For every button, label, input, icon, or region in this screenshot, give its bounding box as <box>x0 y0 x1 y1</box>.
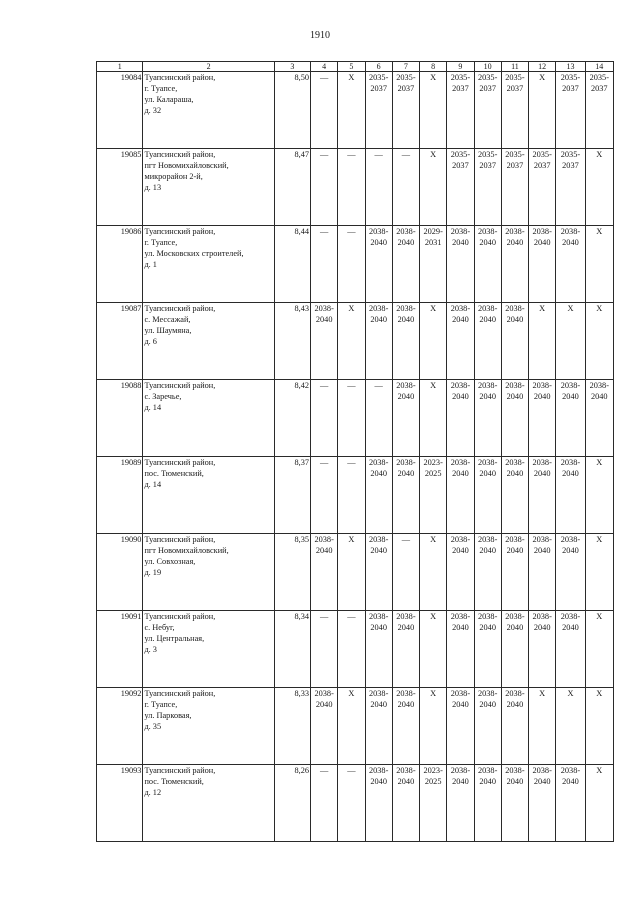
page-number: 1910 <box>310 30 330 41</box>
period-cell-col-5: — <box>338 380 365 457</box>
column-number-row <box>97 62 614 72</box>
period-cell-col-8: Х <box>420 380 447 457</box>
period-cell-col-13 <box>556 72 585 149</box>
period-cell-col-10 <box>474 226 501 303</box>
period-cell-col-11 <box>501 457 528 534</box>
period-value: 2038- 2040 <box>560 381 581 401</box>
period-cell-col-5: — <box>338 765 365 842</box>
address-cell <box>143 149 274 226</box>
period-cell-col-13 <box>556 765 585 842</box>
period-cell-col-6: — <box>365 149 392 226</box>
period-value: 2038- 2040 <box>477 766 498 786</box>
address-line: д. 14 <box>144 403 162 412</box>
record-id: 19089 <box>97 457 143 534</box>
period-cell-col-9 <box>447 380 474 457</box>
period-value: 2038- 2040 <box>314 535 334 555</box>
address-cell <box>143 688 274 765</box>
period-cell-col-9 <box>447 72 474 149</box>
period-value: 2038- 2040 <box>505 304 525 324</box>
period-cell-col-5: Х <box>338 534 365 611</box>
period-value: 2038- 2040 <box>368 612 389 632</box>
address-cell <box>143 534 274 611</box>
period-value: 2038- 2040 <box>396 227 416 247</box>
address-line: пгт Новомихайловский, <box>144 161 229 170</box>
period-cell-col-12 <box>529 226 556 303</box>
period-cell-col-11 <box>501 226 528 303</box>
address-line: г. Туапсе, <box>144 84 178 93</box>
period-value: 2038- 2040 <box>505 381 525 401</box>
period-cell-col-14: Х <box>585 534 613 611</box>
period-value: 2038- 2040 <box>532 458 552 478</box>
period-value: 2035- 2037 <box>477 150 498 170</box>
period-cell-col-5: — <box>338 226 365 303</box>
column-number-10: 10 <box>474 62 501 72</box>
period-cell-col-11 <box>501 303 528 380</box>
address-line: Туапсинский район, <box>144 535 216 544</box>
period-cell-col-8: Х <box>420 534 447 611</box>
period-value: 2035- 2037 <box>505 73 525 93</box>
period-value: 2038- 2040 <box>396 458 416 478</box>
period-value: 2038- 2040 <box>505 458 525 478</box>
period-cell-col-7: — <box>392 149 419 226</box>
period-value: 2038- 2040 <box>560 612 581 632</box>
period-cell-col-13 <box>556 457 585 534</box>
address-cell <box>143 765 274 842</box>
table-row <box>97 534 614 611</box>
period-cell-col-11 <box>501 611 528 688</box>
period-value: 2038- 2040 <box>477 689 498 709</box>
period-cell-col-10 <box>474 380 501 457</box>
address-line: д. 32 <box>144 106 162 115</box>
period-cell-col-14: Х <box>585 226 613 303</box>
table-row <box>97 72 614 149</box>
period-value: 2038- 2040 <box>368 766 389 786</box>
period-value: 2038- 2040 <box>505 535 525 555</box>
period-cell-col-4: — <box>311 149 338 226</box>
period-cell-col-11 <box>501 72 528 149</box>
period-cell-col-14: Х <box>585 303 613 380</box>
period-cell-col-7 <box>392 380 419 457</box>
table-row <box>97 380 614 457</box>
table-row <box>97 303 614 380</box>
period-value: 2035- 2037 <box>560 73 581 93</box>
period-cell-col-14 <box>585 72 613 149</box>
address-line: д. 12 <box>144 788 162 797</box>
rating-value: 8,33 <box>274 688 310 765</box>
table-row <box>97 688 614 765</box>
table-row <box>97 611 614 688</box>
period-cell-col-13 <box>556 611 585 688</box>
period-cell-col-10 <box>474 457 501 534</box>
period-cell-col-6 <box>365 534 392 611</box>
period-cell-col-4 <box>311 303 338 380</box>
address-line: микрорайон 2-й, <box>144 172 203 181</box>
period-value: 2035- 2037 <box>477 73 498 93</box>
period-value: 2038- 2040 <box>505 689 525 709</box>
period-value: 2038- 2040 <box>396 304 416 324</box>
period-value: 2038- 2040 <box>450 535 471 555</box>
period-cell-col-7 <box>392 226 419 303</box>
address-cell <box>143 226 274 303</box>
period-value: 2038- 2040 <box>560 535 581 555</box>
address-line: ул. Центральная, <box>144 634 205 643</box>
address-line: ул. Московских строителей, <box>144 249 244 258</box>
address-line: г. Туапсе, <box>144 700 178 709</box>
address-cell <box>143 303 274 380</box>
period-cell-col-6 <box>365 688 392 765</box>
period-cell-col-7 <box>392 72 419 149</box>
period-cell-col-8: Х <box>420 303 447 380</box>
period-value: 2038- 2040 <box>505 227 525 247</box>
record-id: 19084 <box>97 72 143 149</box>
period-cell-col-13 <box>556 380 585 457</box>
period-cell-col-8: Х <box>420 149 447 226</box>
column-number-14: 14 <box>585 62 613 72</box>
period-cell-col-10 <box>474 149 501 226</box>
address-line: д. 19 <box>144 568 162 577</box>
period-cell-col-9 <box>447 149 474 226</box>
address-cell <box>143 380 274 457</box>
period-value: 2023- 2025 <box>423 766 443 786</box>
period-value: 2038- 2040 <box>368 458 389 478</box>
period-value: 2035- 2037 <box>532 150 552 170</box>
rating-value: 8,43 <box>274 303 310 380</box>
period-cell-col-12: Х <box>529 688 556 765</box>
period-cell-col-12 <box>529 149 556 226</box>
period-cell-col-9 <box>447 534 474 611</box>
address-line: пос. Тюменский, <box>144 777 204 786</box>
period-cell-col-5: Х <box>338 688 365 765</box>
record-id: 19092 <box>97 688 143 765</box>
address-line: пос. Тюменский, <box>144 469 204 478</box>
period-value: 2038- 2040 <box>560 227 581 247</box>
period-value: 2038- 2040 <box>477 304 498 324</box>
rating-value: 8,35 <box>274 534 310 611</box>
period-value: 2038- 2040 <box>532 612 552 632</box>
column-number-11: 11 <box>501 62 528 72</box>
period-cell-col-12 <box>529 534 556 611</box>
period-value: 2029- 2031 <box>423 227 443 247</box>
period-value: 2038- 2040 <box>368 689 389 709</box>
address-line: д. 1 <box>144 260 157 269</box>
period-value: 2035- 2037 <box>450 150 471 170</box>
period-value: 2038- 2040 <box>396 381 416 401</box>
period-cell-col-7: — <box>392 534 419 611</box>
column-number-7: 7 <box>392 62 419 72</box>
column-number-4: 4 <box>311 62 338 72</box>
period-value: 2038- 2040 <box>532 381 552 401</box>
period-cell-col-12: Х <box>529 72 556 149</box>
column-number-5: 5 <box>338 62 365 72</box>
period-value: 2038- 2040 <box>505 766 525 786</box>
address-line: Туапсинский район, <box>144 304 216 313</box>
rating-value: 8,34 <box>274 611 310 688</box>
period-cell-col-6 <box>365 765 392 842</box>
period-cell-col-14: Х <box>585 688 613 765</box>
address-line: ул. Совхозная, <box>144 557 196 566</box>
record-id: 19085 <box>97 149 143 226</box>
period-value: 2035- 2037 <box>589 73 609 93</box>
column-number-2: 2 <box>143 62 274 72</box>
record-id: 19093 <box>97 765 143 842</box>
period-cell-col-10 <box>474 688 501 765</box>
period-value: 2035- 2037 <box>560 150 581 170</box>
address-line: г. Туапсе, <box>144 238 178 247</box>
rating-value: 8,42 <box>274 380 310 457</box>
period-value: 2038- 2040 <box>314 304 334 324</box>
period-cell-col-10 <box>474 534 501 611</box>
period-value: 2038- 2040 <box>477 535 498 555</box>
period-cell-col-4: — <box>311 765 338 842</box>
address-line: ул. Парковая, <box>144 711 192 720</box>
period-value: 2023- 2025 <box>423 458 443 478</box>
period-cell-col-13 <box>556 226 585 303</box>
record-id: 19090 <box>97 534 143 611</box>
period-cell-col-7 <box>392 303 419 380</box>
period-value: 2038- 2040 <box>450 689 471 709</box>
record-id: 19086 <box>97 226 143 303</box>
period-cell-col-11 <box>501 688 528 765</box>
period-cell-col-4: — <box>311 72 338 149</box>
period-cell-col-9 <box>447 226 474 303</box>
period-value: 2038- 2040 <box>532 227 552 247</box>
period-value: 2038- 2040 <box>450 612 471 632</box>
period-value: 2038- 2040 <box>450 381 471 401</box>
period-cell-col-6 <box>365 72 392 149</box>
period-cell-col-14: Х <box>585 765 613 842</box>
period-cell-col-12 <box>529 457 556 534</box>
address-line: д. 3 <box>144 645 157 654</box>
address-line: с. Заречье, <box>144 392 182 401</box>
period-cell-col-6: — <box>365 380 392 457</box>
period-value: 2038- 2040 <box>505 612 525 632</box>
period-value: 2038- 2040 <box>532 766 552 786</box>
period-value: 2038- 2040 <box>450 766 471 786</box>
period-cell-col-8 <box>420 457 447 534</box>
period-value: 2038- 2040 <box>477 612 498 632</box>
period-cell-col-5: Х <box>338 303 365 380</box>
address-line: с. Мессажай, <box>144 315 191 324</box>
period-cell-col-5: Х <box>338 72 365 149</box>
period-cell-col-4: — <box>311 380 338 457</box>
column-number-8: 8 <box>420 62 447 72</box>
record-id: 19091 <box>97 611 143 688</box>
period-cell-col-14: Х <box>585 149 613 226</box>
address-line: ул. Калараша, <box>144 95 194 104</box>
rating-value: 8,37 <box>274 457 310 534</box>
column-number-12: 12 <box>529 62 556 72</box>
period-value: 2038- 2040 <box>560 766 581 786</box>
period-cell-col-13 <box>556 534 585 611</box>
address-line: д. 6 <box>144 337 157 346</box>
period-cell-col-11 <box>501 765 528 842</box>
period-value: 2038- 2040 <box>450 458 471 478</box>
period-cell-col-8: Х <box>420 611 447 688</box>
address-cell <box>143 457 274 534</box>
column-number-13: 13 <box>556 62 585 72</box>
table-row <box>97 765 614 842</box>
period-cell-col-8 <box>420 226 447 303</box>
period-cell-col-12 <box>529 380 556 457</box>
period-cell-col-14 <box>585 380 613 457</box>
address-line: Туапсинский район, <box>144 150 216 159</box>
period-value: 2038- 2040 <box>396 766 416 786</box>
period-cell-col-9 <box>447 303 474 380</box>
period-cell-col-7 <box>392 688 419 765</box>
period-cell-col-7 <box>392 457 419 534</box>
period-cell-col-12 <box>529 765 556 842</box>
period-cell-col-9 <box>447 611 474 688</box>
period-value: 2038- 2040 <box>314 689 334 709</box>
table-row <box>97 149 614 226</box>
record-id: 19088 <box>97 380 143 457</box>
rating-value: 8,47 <box>274 149 310 226</box>
period-cell-col-4: — <box>311 457 338 534</box>
period-cell-col-11 <box>501 534 528 611</box>
address-cell <box>143 611 274 688</box>
record-id: 19087 <box>97 303 143 380</box>
period-value: 2035- 2037 <box>450 73 471 93</box>
period-cell-col-6 <box>365 611 392 688</box>
period-value: 2038- 2040 <box>477 227 498 247</box>
rating-value: 8,44 <box>274 226 310 303</box>
period-cell-col-6 <box>365 303 392 380</box>
period-cell-col-9 <box>447 765 474 842</box>
period-cell-col-6 <box>365 457 392 534</box>
period-cell-col-14: Х <box>585 611 613 688</box>
period-cell-col-6 <box>365 226 392 303</box>
period-value: 2038- 2040 <box>450 304 471 324</box>
period-value: 2038- 2040 <box>368 535 389 555</box>
period-cell-col-5: — <box>338 611 365 688</box>
period-cell-col-12 <box>529 611 556 688</box>
period-cell-col-4: — <box>311 226 338 303</box>
period-cell-col-11 <box>501 380 528 457</box>
period-cell-col-9 <box>447 688 474 765</box>
address-line: д. 13 <box>144 183 162 192</box>
period-value: 2038- 2040 <box>589 381 609 401</box>
period-value: 2035- 2037 <box>396 73 416 93</box>
column-number-6: 6 <box>365 62 392 72</box>
period-cell-col-7 <box>392 765 419 842</box>
rating-value: 8,26 <box>274 765 310 842</box>
period-value: 2038- 2040 <box>396 689 416 709</box>
period-value: 2035- 2037 <box>505 150 525 170</box>
period-value: 2038- 2040 <box>368 227 389 247</box>
period-cell-col-8: Х <box>420 688 447 765</box>
period-cell-col-13 <box>556 149 585 226</box>
address-line: Туапсинский район, <box>144 227 216 236</box>
address-line: д. 14 <box>144 480 162 489</box>
address-line: пгт Новомихайловский, <box>144 546 229 555</box>
address-line: Туапсинский район, <box>144 458 216 467</box>
period-cell-col-5: — <box>338 457 365 534</box>
period-cell-col-4 <box>311 688 338 765</box>
period-cell-col-4: — <box>311 611 338 688</box>
period-cell-col-8: Х <box>420 72 447 149</box>
period-cell-col-4 <box>311 534 338 611</box>
period-cell-col-13: Х <box>556 688 585 765</box>
address-line: Туапсинский район, <box>144 766 216 775</box>
period-cell-col-14: Х <box>585 457 613 534</box>
period-cell-col-9 <box>447 457 474 534</box>
period-cell-col-10 <box>474 765 501 842</box>
period-cell-col-10 <box>474 303 501 380</box>
period-cell-col-5: — <box>338 149 365 226</box>
period-cell-col-7 <box>392 611 419 688</box>
address-line: Туапсинский район, <box>144 73 216 82</box>
address-line: Туапсинский район, <box>144 612 216 621</box>
period-cell-col-10 <box>474 611 501 688</box>
column-number-9: 9 <box>447 62 474 72</box>
period-value: 2038- 2040 <box>560 458 581 478</box>
column-number-3: 3 <box>274 62 310 72</box>
period-cell-col-12: Х <box>529 303 556 380</box>
period-value: 2038- 2040 <box>450 227 471 247</box>
table-row <box>97 457 614 534</box>
period-value: 2038- 2040 <box>477 381 498 401</box>
period-cell-col-11 <box>501 149 528 226</box>
address-line: Туапсинский район, <box>144 689 216 698</box>
period-cell-col-10 <box>474 72 501 149</box>
period-value: 2038- 2040 <box>477 458 498 478</box>
period-value: 2038- 2040 <box>532 535 552 555</box>
address-line: с. Небуг, <box>144 623 175 632</box>
table-header <box>97 62 614 72</box>
column-number-1: 1 <box>97 62 143 72</box>
period-value: 2038- 2040 <box>396 612 416 632</box>
address-line: Туапсинский район, <box>144 381 216 390</box>
period-cell-col-8 <box>420 765 447 842</box>
period-cell-col-13: Х <box>556 303 585 380</box>
table-row <box>97 226 614 303</box>
rating-value: 8,50 <box>274 72 310 149</box>
address-line: ул. Шаумяна, <box>144 326 192 335</box>
housing-registry-table <box>96 61 614 842</box>
period-value: 2035- 2037 <box>368 73 389 93</box>
period-value: 2038- 2040 <box>368 304 389 324</box>
address-line: д. 35 <box>144 722 162 731</box>
address-cell <box>143 72 274 149</box>
table-body <box>97 72 614 842</box>
